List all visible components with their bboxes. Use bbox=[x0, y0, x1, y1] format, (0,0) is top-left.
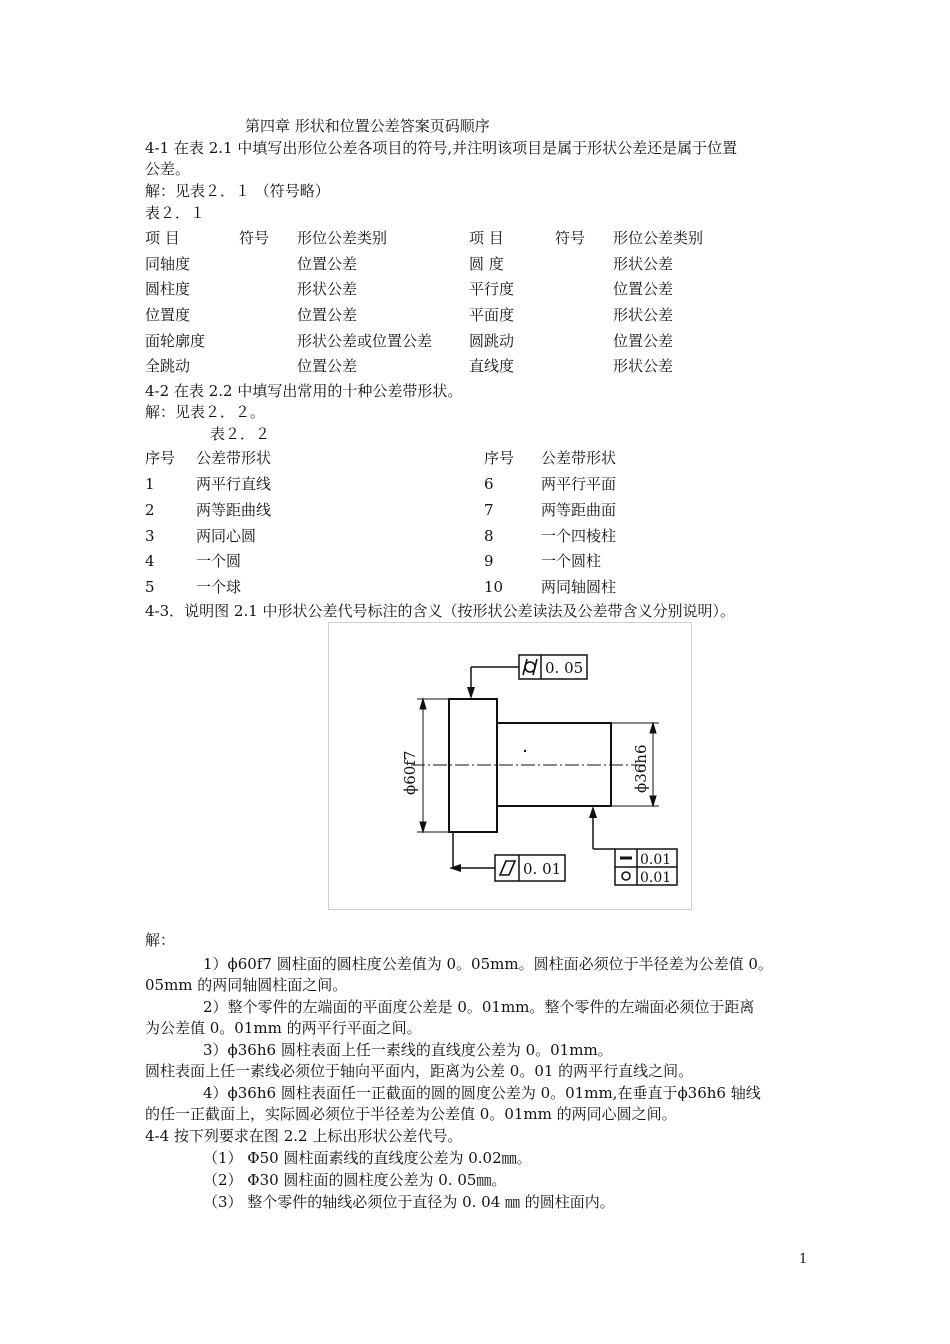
table-cell: 形状公差 bbox=[613, 357, 674, 375]
table-cell: 形状公差或位置公差 bbox=[297, 332, 433, 350]
table-header: 公差带形状 bbox=[541, 449, 617, 467]
question-4-1-line2: 公差。 bbox=[145, 160, 191, 178]
circularity-icon bbox=[622, 872, 630, 880]
table-header: 序号 bbox=[484, 449, 515, 467]
table-cell: 两等距曲面 bbox=[541, 501, 617, 519]
answer-4-3-p3b: 圆柱表面上任一素线必须位于轴向平面内，距离为公差 0。01 的两平行直线之间。 bbox=[145, 1062, 694, 1080]
technical-drawing bbox=[329, 623, 691, 909]
question-4-4-item2: （2） Φ30 圆柱面的圆柱度公差为 0. 05㎜。 bbox=[203, 1171, 507, 1189]
table-header: 项 目 bbox=[145, 229, 180, 247]
table-header: 形位公差类别 bbox=[613, 229, 704, 247]
table-2-1-title: 表２．１ bbox=[145, 204, 206, 222]
table-cell: 位置公差 bbox=[297, 306, 358, 324]
table-cell: 同轴度 bbox=[145, 255, 191, 273]
question-4-4-item3: （3） 整个零件的轴线必须位于直径为 0. 04 ㎜ 的圆柱面内。 bbox=[203, 1193, 615, 1211]
answer-4-3-p3a: 3）ϕ36h6 圆柱表面上任一素线的直线度公差为 0。01mm。 bbox=[203, 1041, 613, 1059]
table-cell: 位置公差 bbox=[297, 357, 358, 375]
table-cell: 形状公差 bbox=[297, 280, 358, 298]
table-cell: 2 bbox=[145, 501, 155, 519]
cylindricity-icon bbox=[523, 659, 537, 675]
table-header: 公差带形状 bbox=[196, 449, 272, 467]
table-2-2-title: 表２．２ bbox=[210, 425, 271, 443]
table-cell: 9 bbox=[484, 552, 494, 570]
table-cell: 6 bbox=[484, 475, 494, 493]
flatness-icon bbox=[500, 861, 515, 875]
table-cell: 一个球 bbox=[196, 578, 242, 596]
question-4-4-item1: （1） Φ50 圆柱面素线的直线度公差为 0.02㎜。 bbox=[203, 1149, 532, 1167]
tol-right-value-2: 0.01 bbox=[640, 870, 672, 886]
table-cell: 一个圆柱 bbox=[541, 552, 602, 570]
table-cell: 10 bbox=[484, 578, 504, 596]
table-cell: 7 bbox=[484, 501, 494, 519]
tol-top-value: 0. 05 bbox=[545, 659, 584, 677]
table-cell: 两平行直线 bbox=[196, 475, 272, 493]
table-cell: 平行度 bbox=[469, 280, 515, 298]
dim-left-label: ϕ60f7 bbox=[401, 750, 419, 795]
answer-4-3-p1b: 05mm 的两同轴圆柱面之间。 bbox=[145, 976, 348, 994]
bottom-leader-arrow bbox=[449, 864, 461, 872]
table-cell: 面轮廓度 bbox=[145, 332, 206, 350]
table-cell: 两等距曲线 bbox=[196, 501, 272, 519]
answer-4-2: 解：见表２．２。 bbox=[145, 403, 266, 421]
table-header: 符号 bbox=[555, 229, 586, 247]
table-cell: 位置公差 bbox=[613, 280, 674, 298]
table-cell: 1 bbox=[145, 475, 155, 493]
table-cell: 平面度 bbox=[469, 306, 515, 324]
table-cell: 形状公差 bbox=[613, 255, 674, 273]
table-cell: 两同轴圆柱 bbox=[541, 578, 617, 596]
table-header: 形位公差类别 bbox=[297, 229, 388, 247]
table-cell: 形状公差 bbox=[613, 306, 674, 324]
page-number: 1 bbox=[799, 1252, 808, 1267]
answer-4-3-label: 解： bbox=[145, 931, 176, 949]
table-cell: 5 bbox=[145, 578, 155, 596]
table-cell: 8 bbox=[484, 527, 494, 545]
answer-4-3-p1a: 1）ϕ60f7 圆柱面的圆柱度公差值为 0。05mm。圆柱面必须位于半径差为公差值 0。 bbox=[203, 955, 773, 973]
table-cell: 圆柱度 bbox=[145, 280, 191, 298]
table-cell: 圆 度 bbox=[469, 255, 504, 273]
question-4-1-line1: 4-1 在表 2.1 中填写出形位公差各项目的符号,并注明该项目是属于形状公差还是属于位置 bbox=[145, 139, 738, 157]
table-cell: 全跳动 bbox=[145, 357, 191, 375]
question-4-3-line1: 4-3．说明图 2.1 中形状公差代号标注的含义（按形状公差读法及公差带含义分别说明）。 bbox=[145, 602, 736, 620]
question-4-4-line1: 4-4 按下列要求在图 2.2 上标出形状公差代号。 bbox=[145, 1127, 463, 1145]
table-cell: 两同心圆 bbox=[196, 527, 257, 545]
answer-4-3-p4a: 4）ϕ36h6 圆柱表面任一正截面的圆的圆度公差为 0。01mm,在垂直于ϕ36h6 轴线 bbox=[203, 1084, 761, 1102]
table-header: 序号 bbox=[145, 449, 176, 467]
table-cell: 直线度 bbox=[469, 357, 515, 375]
answer-4-1: 解：见表２．１ （符号略） bbox=[145, 182, 330, 200]
tol-right-value-1: 0.01 bbox=[640, 852, 672, 868]
right-leader-arrow bbox=[589, 806, 597, 818]
answer-4-3-p2a: 2）整个零件的左端面的平面度公差是 0。01mm。整个零件的左端面必须位于距离 bbox=[203, 998, 755, 1016]
dim-right-label: ϕ36h6 bbox=[632, 744, 650, 793]
table-cell: 圆跳动 bbox=[469, 332, 515, 350]
question-4-2-line1: 4-2 在表 2.2 中填写出常用的十种公差带形状。 bbox=[145, 382, 463, 400]
table-cell: 3 bbox=[145, 527, 155, 545]
table-cell: 位置度 bbox=[145, 306, 191, 324]
table-header: 项 目 bbox=[469, 229, 504, 247]
table-cell: 4 bbox=[145, 552, 155, 570]
table-header: 符号 bbox=[239, 229, 270, 247]
table-cell: 一个圆 bbox=[196, 552, 242, 570]
table-cell: 位置公差 bbox=[297, 255, 358, 273]
answer-4-3-p2b: 为公差值 0。01mm 的两平行平面之间。 bbox=[145, 1019, 422, 1037]
figure-2-1 bbox=[328, 622, 692, 910]
top-leader-arrow bbox=[467, 687, 475, 699]
table-cell: 位置公差 bbox=[613, 332, 674, 350]
table-cell: 两平行平面 bbox=[541, 475, 617, 493]
table-cell: 一个四棱柱 bbox=[541, 527, 617, 545]
answer-4-3-p4b: 的任一正截面上，实际圆必须位于半径差为公差值 0。01mm 的两同心圆之间。 bbox=[145, 1105, 677, 1123]
tol-bottom-value: 0. 01 bbox=[523, 860, 562, 878]
chapter-title: 第四章 形状和位置公差答案页码顺序 bbox=[245, 117, 490, 135]
center-dot bbox=[524, 750, 526, 752]
